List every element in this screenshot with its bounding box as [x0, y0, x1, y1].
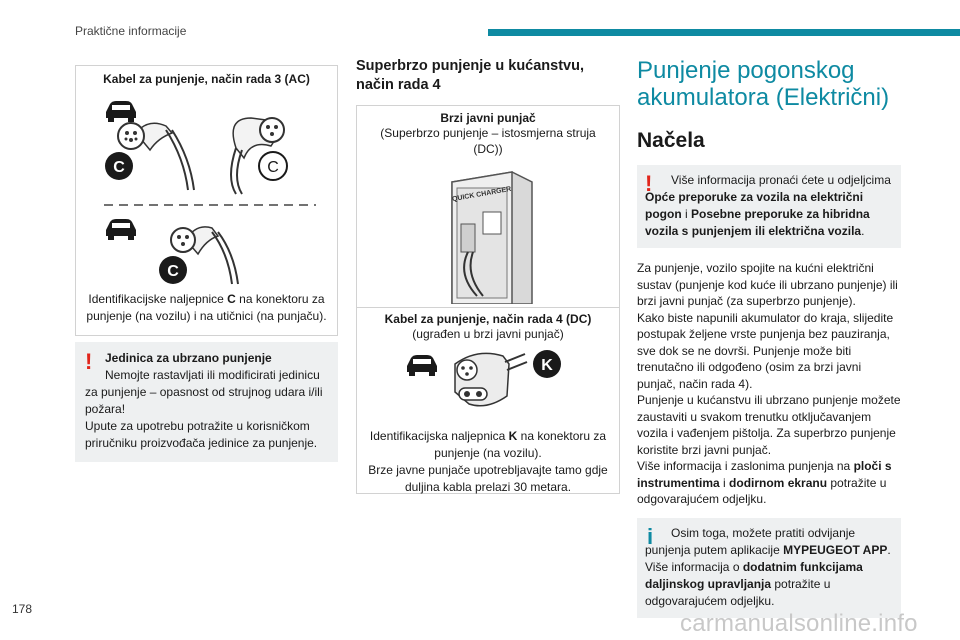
info-icon: i	[647, 523, 654, 549]
recommendations-warning: ! Više informacija pronaći ćete u odjeljcima Opće preporuke za vozila na električni pogon i Posebne preporuke za hibridna vozila s punjenjem ili električna vozila.	[637, 165, 901, 248]
ccs-connector-icon	[455, 353, 527, 405]
warning-rest2: Upute za upotrebu potražite u korisničkom priručniku proizvođača jedinice za punjenje.	[85, 419, 318, 450]
section-subtitle: Načela	[637, 129, 705, 152]
section-title: Punjenje pogonskog akumulatora (Električni)	[637, 57, 890, 111]
mode3-caption: Identifikacijske naljepnice C na konektoru za punjenje (na vozilu) i na utičnici (na punjaču).	[86, 292, 327, 323]
mode4-caption: Identifikacijska naljepnica K na konektoru za punjenje (na vozilu).	[369, 429, 607, 460]
mode3-cable-title: Kabel za punjenje, način rada 3 (AC)	[103, 72, 310, 86]
page-number: 178	[12, 602, 33, 616]
mode4-caption2: Brze javne punjače upotrebljavajte tamo gdje duljina kabla prelazi 30 metara.	[368, 463, 608, 494]
paragraph-2: Kako biste napunili akumulator do kraja, slijedite postupak željene vrste punjenja bez pauziranja, sve dok se ne dovrši. Punjenje može biti trenutačno ili odgođeno (osim za brzi javni punjač, način rada 4).	[637, 310, 894, 391]
paragraph-4: Više informacija i zaslonima punjenja na ploči s instrumentima i dodirnom ekranu potražite u odgovarajućem odjeljku.	[637, 459, 892, 506]
app-info-note: i Osim toga, možete pratiti odvijanje punjenja putem aplikacije MYPEUGEOT APP. Više informacija o dodatnim funkcijama daljinskog upravljanja potražite u odgovarajućem odjeljku.	[637, 518, 901, 618]
exclamation-warning-icon: !	[645, 171, 653, 196]
quick-charger-illustration	[357, 164, 619, 304]
quick-charger-label: QUICK CHARGER	[451, 185, 512, 204]
warning-line1: Nemojte rastavljati ili modificirati jedinicu	[105, 368, 320, 382]
car-icon	[106, 219, 136, 240]
label-c-filled-bottom-text: C	[167, 263, 179, 280]
watermark: carmanualsonline.info	[680, 610, 918, 637]
column-left	[75, 65, 338, 462]
vehicle-connector-icon	[118, 123, 194, 190]
warning-title: Jedinica za ubrzano punjenje	[105, 351, 272, 365]
mode4-cable-title: Kabel za punjenje, način rada 4 (DC)	[384, 312, 592, 326]
exclamation-warning-icon: !	[85, 349, 93, 374]
page-header-title: Praktične informacije	[75, 24, 187, 38]
mode4-cable-subtitle: (ugrađen u brzi javni punjač)	[412, 327, 564, 341]
paragraph-3: Punjenje u kućanstvu ili ubrzano punjenje možete zaustaviti u svakom trenutku otključavanjem vozila i vađenjem pištolja. Za superbrzo punjenje koristite brzi javni punjač.	[637, 393, 901, 457]
car-icon	[106, 101, 136, 122]
column-middle	[356, 57, 620, 494]
column-right	[637, 57, 901, 618]
header-accent-bar	[488, 29, 960, 36]
label-c-outline-right-text: C	[267, 159, 279, 176]
fast-charger-title: Brzi javni punjač	[440, 111, 536, 125]
charging-unit-warning	[75, 342, 338, 462]
label-c-filled-left-text: C	[113, 159, 125, 176]
label-k-text: K	[541, 357, 553, 374]
fast-charger-subtitle: (Superbrzo punjenje – istosmjerna struja (DC))	[380, 126, 596, 156]
figure-divider	[357, 307, 619, 308]
paragraph-1: Za punjenje, vozilo spojite na kućni električni sustav (punjenje kod kuće ili ubrzano punjenje) ili brzi javni punjač (za superbrzo punjenje).	[637, 261, 898, 308]
car-icon	[407, 355, 437, 376]
mode3-cable-illustration	[76, 88, 338, 288]
principles-text	[637, 260, 901, 508]
mode3-cable-figure	[75, 65, 338, 336]
mode4-heading: Superbrzo punjenje u kućanstvu, način rada 4	[356, 58, 585, 93]
mode4-figure	[356, 105, 620, 494]
warning-rest: za punjenje – opasnost od strujnog udara i/ili požara!	[85, 385, 323, 416]
mode4-cable-illustration	[357, 344, 619, 424]
